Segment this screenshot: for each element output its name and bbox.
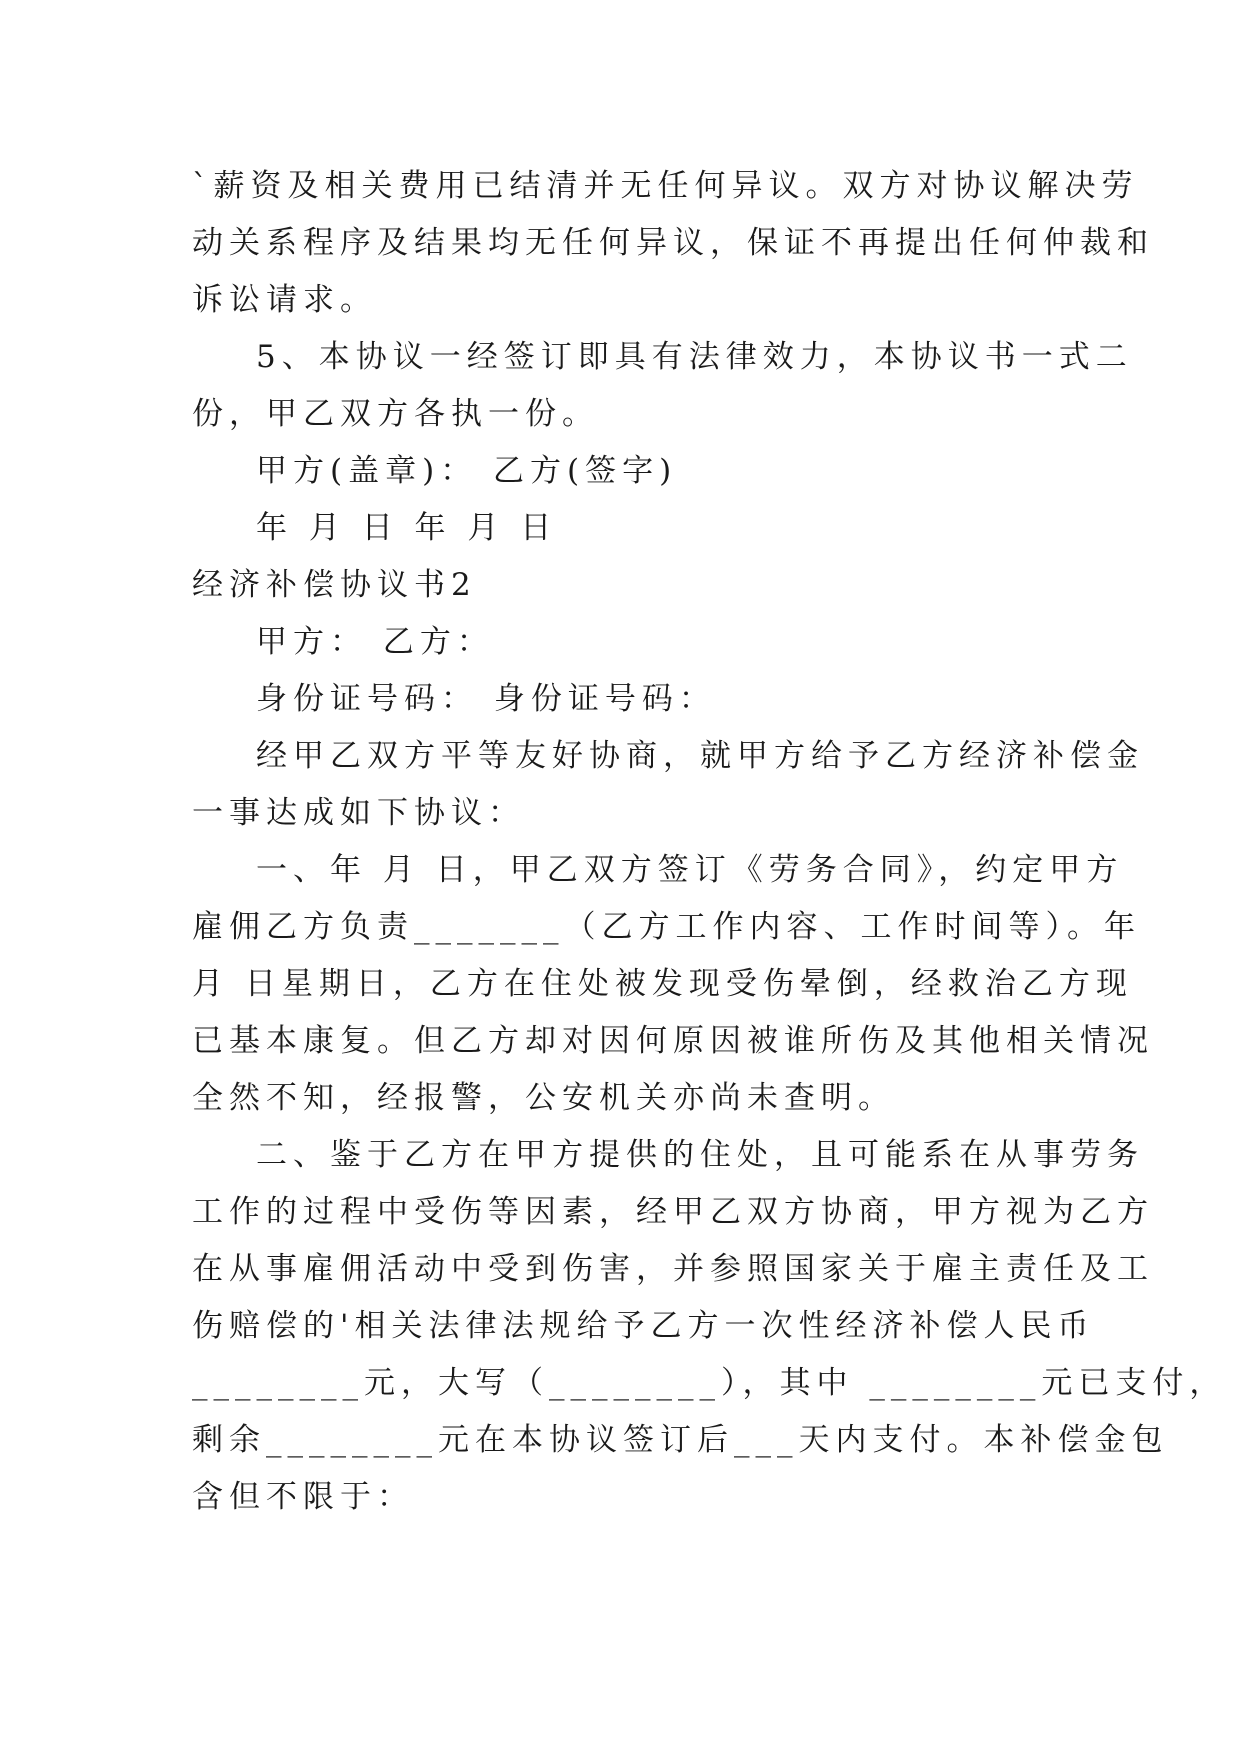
preamble-line-2: 一事达成如下协议：: [192, 795, 525, 831]
clause-1-line-4: 已基本康复。但乙方却对因何原因被谁所伤及其他相关情况: [192, 1023, 1154, 1059]
preamble-line-1: 经甲乙双方平等友好协商，就甲方给予乙方经济补偿金: [256, 738, 1144, 774]
document-page: [192, 158, 1227, 1526]
clause-2-line-3: 在从事雇佣活动中受到伤害，并参照国家关于雇主责任及工: [192, 1251, 1154, 1287]
clause-1-line-5: 全然不知，经报警，公安机关亦尚未查明。: [192, 1080, 895, 1116]
text-line-3: 诉讼请求。: [192, 282, 377, 318]
parties-line: 甲方： 乙方：: [256, 624, 494, 660]
clause-2-line-5: ________元，大写（________），其中 ________元已支付，: [192, 1365, 1227, 1401]
clause-5-line-1: 5、本协议一经签订即具有法律效力，本协议书一式二: [256, 339, 1133, 375]
clause-2-line-4: 伤赔偿的'相关法律法规给予乙方一次性经济补偿人民币: [192, 1308, 1095, 1344]
text-line-1: `薪资及相关费用已结清并无任何异议。双方对协议解决劳: [192, 168, 1139, 204]
text-line-2: 动关系程序及结果均无任何异议，保证不再提出任何仲裁和: [192, 225, 1154, 261]
clause-1-line-3: 月 日星期日，乙方在住处被发现受伤晕倒，经救治乙方现: [192, 966, 1133, 1002]
clause-1-line-1: 一、年 月 日，甲乙双方签订《劳务合同》，约定甲方: [256, 852, 1124, 888]
clause-5-line-2: 份，甲乙双方各执一份。: [192, 396, 599, 432]
clause-2-line-7: 含但不限于：: [192, 1479, 414, 1515]
signature-line: 甲方(盖章)： 乙方(签字): [256, 453, 678, 489]
clause-1-line-2: 雇佣乙方负责_______（乙方工作内容、工作时间等）。年: [192, 909, 1141, 945]
clause-2-line-2: 工作的过程中受伤等因素，经甲乙双方协商，甲方视为乙方: [192, 1194, 1154, 1230]
section-title: 经济补偿协议书2: [192, 567, 477, 603]
id-number-line: 身份证号码： 身份证号码：: [256, 681, 716, 717]
clause-2-line-6: 剩余________元在本协议签订后___天内支付。本补偿金包: [192, 1422, 1169, 1458]
clause-2-line-1: 二、鉴于乙方在甲方提供的住处，且可能系在从事劳务: [256, 1137, 1144, 1173]
date-line: 年 月 日 年 月 日: [256, 510, 558, 546]
